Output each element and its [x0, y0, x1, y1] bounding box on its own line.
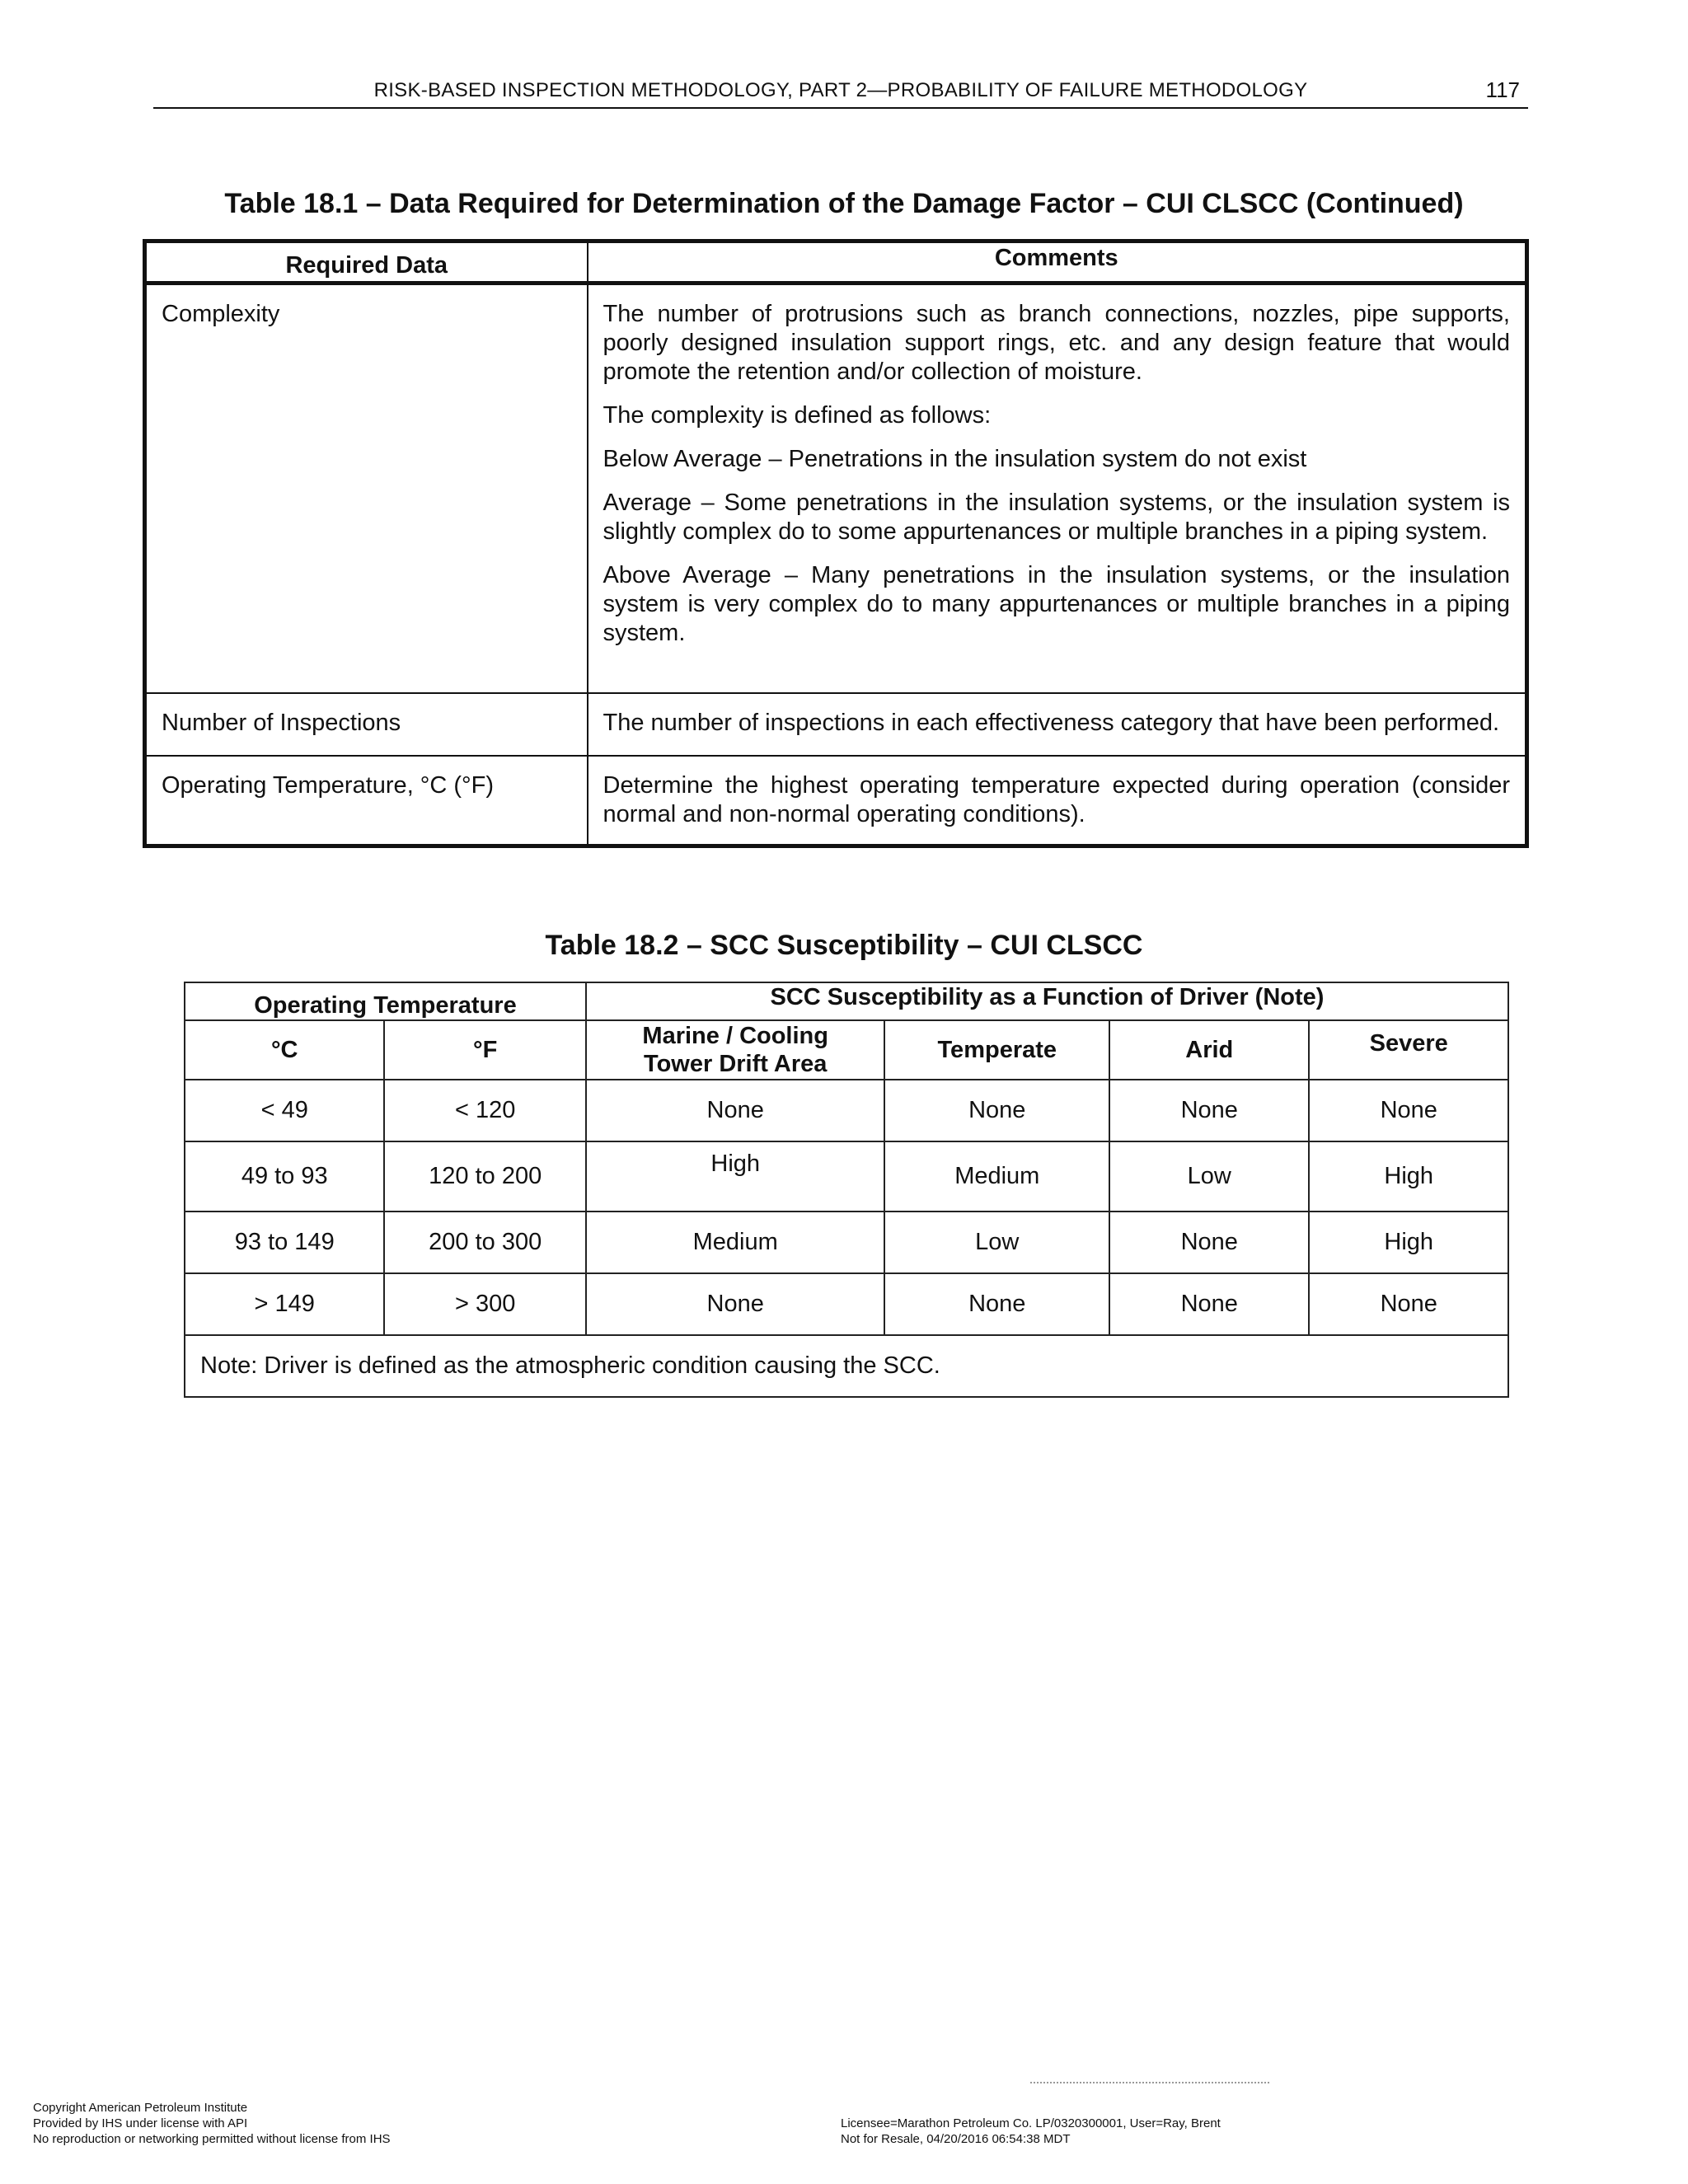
table1-label-temperature: Operating Temperature, °C (°F) — [145, 756, 588, 846]
table2-header-temperate: Temperate — [884, 1020, 1109, 1080]
table-cell: Medium — [884, 1141, 1109, 1212]
table2-header-severe: Severe — [1309, 1020, 1508, 1080]
table-row — [185, 1273, 1508, 1335]
table2-note: Note: Driver is defined as the atmospheric condition causing the SCC. — [185, 1335, 1508, 1397]
table-cell: 49 to 93 — [185, 1141, 384, 1212]
comment-paragraph: Determine the highest operating temperature expected during operation (consider normal and non-normal operating conditions). — [603, 771, 1510, 827]
table2-group-header-row — [185, 982, 1508, 1020]
table-cell: None — [1309, 1080, 1508, 1141]
table-cell: None — [884, 1080, 1109, 1141]
table-row — [185, 1141, 1508, 1212]
table-cell: 93 to 149 — [185, 1212, 384, 1273]
required-data-table — [143, 239, 1529, 848]
table-cell: Medium — [586, 1212, 885, 1273]
table1-header-required-data: Required Data — [145, 241, 588, 284]
table-cell: Low — [1109, 1141, 1309, 1212]
table1-label-inspections: Number of Inspections — [145, 693, 588, 756]
table-cell: None — [1109, 1212, 1309, 1273]
table-cell: > 149 — [185, 1273, 384, 1335]
table2-header-operating-temperature: Operating Temperature — [185, 982, 586, 1020]
table1-comment-inspections — [588, 693, 1527, 756]
table-cell: < 49 — [185, 1080, 384, 1141]
stray-marks — [1030, 2082, 1269, 2087]
table-cell: High — [1309, 1212, 1508, 1273]
table1-comment-temperature — [588, 756, 1527, 846]
footer-copyright: Copyright American Petroleum Institute — [33, 2101, 248, 2115]
table2-note-row — [185, 1335, 1508, 1397]
table-cell: 120 to 200 — [384, 1141, 585, 1212]
running-header-title: RISK-BASED INSPECTION METHODOLOGY, PART 2—PROBABILITY OF FAILURE METHODOLOGY — [373, 79, 1308, 101]
table-cell: 200 to 300 — [384, 1212, 585, 1273]
footer-right — [841, 2116, 1221, 2147]
table1-header-comments: Comments — [588, 241, 1527, 284]
table-row — [185, 1080, 1508, 1141]
table2-header-fahrenheit: °F — [384, 1020, 585, 1080]
table2-header-celsius: °C — [185, 1020, 384, 1080]
table-cell: > 300 — [384, 1273, 585, 1335]
table2-header-marine: Marine / Cooling Tower Drift Area — [586, 1020, 885, 1080]
scc-susceptibility-table — [184, 982, 1509, 1398]
page-number: 117 — [1485, 77, 1520, 102]
comment-paragraph: Average – Some penetrations in the insulation systems, or the insulation system is slightly complex do to some appurtenances or multiple branches in a piping system. — [603, 490, 1510, 545]
footer-left — [33, 2100, 391, 2147]
table-cell: High — [586, 1141, 885, 1212]
footer-provided-by: Provided by IHS under license with API — [33, 2116, 248, 2130]
comment-paragraph: The complexity is defined as follows: — [603, 402, 992, 429]
table-cell: None — [1109, 1273, 1309, 1335]
table1-row-temperature — [145, 756, 1527, 846]
comment-paragraph: Below Average – Penetrations in the insulation system do not exist — [603, 446, 1307, 472]
footer-not-for-resale: Not for Resale, 04/20/2016 06:54:38 MDT — [841, 2132, 1071, 2146]
table-cell: None — [884, 1273, 1109, 1335]
table-cell: None — [1309, 1273, 1508, 1335]
table-cell: None — [1109, 1080, 1309, 1141]
comment-paragraph: The number of inspections in each effectiveness category that have been performed. — [603, 709, 1500, 736]
table1-caption: Table 18.1 – Data Required for Determination of the Damage Factor – CUI CLSCC (Continued) — [224, 188, 1464, 219]
table2-sub-header-row — [185, 1020, 1508, 1080]
table1-header-row — [145, 241, 1527, 284]
table1-row-complexity — [145, 284, 1527, 693]
table1-label-complexity: Complexity — [145, 284, 588, 693]
footer-licensee: Licensee=Marathon Petroleum Co. LP/0320300001, User=Ray, Brent — [841, 2116, 1221, 2130]
table-cell: None — [586, 1080, 885, 1141]
footer-no-reproduction: No reproduction or networking permitted without license from IHS — [33, 2132, 391, 2146]
table-cell: < 120 — [384, 1080, 585, 1141]
table-row — [185, 1212, 1508, 1273]
table2-header-scc-driver: SCC Susceptibility as a Function of Driver (Note) — [586, 982, 1508, 1020]
table-cell: None — [586, 1273, 885, 1335]
comment-paragraph: The number of protrusions such as branch connections, nozzles, pipe supports, poorly designed insulation support rings, etc. and any design feature that would promote the retention and/or collection of moisture. — [603, 301, 1510, 385]
table-cell: Low — [884, 1212, 1109, 1273]
table2-caption: Table 18.2 – SCC Susceptibility – CUI CLSCC — [545, 930, 1143, 961]
table1-comment-complexity — [588, 284, 1527, 693]
table2-header-arid: Arid — [1109, 1020, 1309, 1080]
table-cell: High — [1309, 1141, 1508, 1212]
table1-row-inspections — [145, 693, 1527, 756]
running-header — [153, 79, 1528, 109]
comment-paragraph: Above Average – Many penetrations in the insulation systems, or the insulation system is very complex do to many appurtenances or multiple branches in a piping system. — [603, 562, 1510, 646]
